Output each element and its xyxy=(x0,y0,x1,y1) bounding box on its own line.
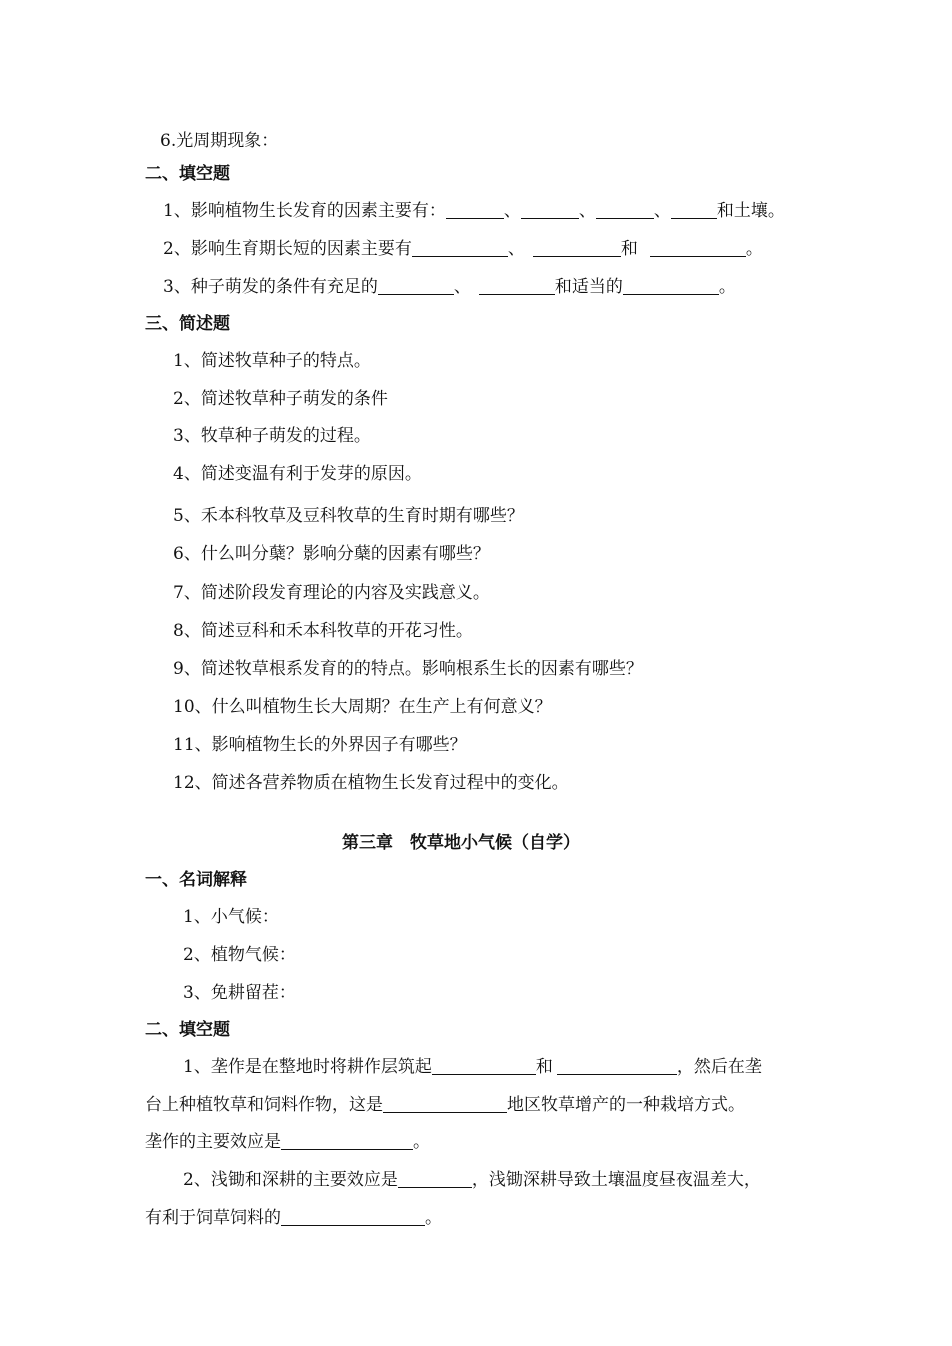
blank-line[interactable] xyxy=(281,1208,425,1226)
section-heading-terms: 一、名词解释 xyxy=(145,870,247,890)
question-text: 2、影响生育期长短的因素主要有 xyxy=(163,239,412,259)
short-question-2: 2、简述牧草种子萌发的条件 xyxy=(173,389,388,409)
blank-line[interactable] xyxy=(671,201,717,219)
short-question-3: 3、牧草种子萌发的过程。 xyxy=(173,426,371,446)
section-heading-short: 三、简述题 xyxy=(145,314,230,334)
blank-line[interactable] xyxy=(557,1057,677,1075)
blank-line[interactable] xyxy=(521,201,579,219)
term-item-6: 6.光周期现象： xyxy=(160,131,279,151)
blank-line[interactable] xyxy=(533,239,621,257)
blank-line[interactable] xyxy=(596,201,654,219)
short-question-9: 9、简述牧草根系发育的的特点。影响根系生长的因素有哪些？ xyxy=(173,659,643,679)
short-question-11: 11、影响植物生长的外界因子有哪些？ xyxy=(173,735,467,755)
blank-line[interactable] xyxy=(650,239,746,257)
section-heading-fill: 二、填空题 xyxy=(145,164,230,184)
paragraph-1-line-3: 垄作的主要效应是 。 xyxy=(145,1132,430,1152)
fill-question-3: 3、种子萌发的条件有充足的 、 和适当的 。 xyxy=(163,277,736,297)
short-question-10: 10、什么叫植物生长大周期？在生产上有何意义？ xyxy=(173,697,552,717)
short-question-7: 7、简述阶段发育理论的内容及实践意义。 xyxy=(173,583,490,603)
short-question-8: 8、简述豆科和禾本科牧草的开花习性。 xyxy=(173,621,473,641)
question-text: 1、影响植物生长发育的因素主要有： xyxy=(163,201,446,221)
blank-line[interactable] xyxy=(398,1170,472,1188)
term-item-2: 2、植物气候： xyxy=(183,945,296,965)
short-question-1: 1、简述牧草种子的特点。 xyxy=(173,351,371,371)
short-question-12: 12、简述各营养物质在植物生长发育过程中的变化。 xyxy=(173,773,569,793)
short-question-5: 5、禾本科牧草及豆科牧草的生育时期有哪些？ xyxy=(173,506,524,526)
paragraph-1-line-1: 1、垄作是在整地时将耕作层筑起 和 ，然后在垄 xyxy=(183,1057,762,1077)
blank-line[interactable] xyxy=(412,239,508,257)
paragraph-1-line-2: 台上种植牧草和饲料作物，这是 地区牧草增产的一种栽培方式。 xyxy=(145,1095,745,1115)
blank-line[interactable] xyxy=(432,1057,536,1075)
short-question-6: 6、什么叫分蘖？影响分蘖的因素有哪些？ xyxy=(173,544,490,564)
fill-question-2: 2、影响生育期长短的因素主要有 、 和 。 xyxy=(163,239,763,259)
blank-line[interactable] xyxy=(623,277,719,295)
term-item-1: 1、小气候： xyxy=(183,907,279,927)
paragraph-2-line-1: 2、浅锄和深耕的主要效应是 ，浅锄深耕导致土壤温度昼夜温差大， xyxy=(183,1170,761,1190)
blank-line[interactable] xyxy=(446,201,504,219)
blank-line[interactable] xyxy=(378,277,454,295)
section-heading-fill-2: 二、填空题 xyxy=(145,1020,230,1040)
paragraph-2-line-2: 有利于饲草饲料的 。 xyxy=(145,1208,442,1228)
blank-line[interactable] xyxy=(281,1132,413,1150)
question-text: 3、种子萌发的条件有充足的 xyxy=(163,277,378,297)
short-question-4: 4、简述变温有利于发芽的原因。 xyxy=(173,464,422,484)
chapter-title: 第三章 牧草地小气候（自学） xyxy=(342,833,580,853)
blank-line[interactable] xyxy=(479,277,555,295)
blank-line[interactable] xyxy=(383,1095,507,1113)
fill-question-1: 1、影响植物生长发育的因素主要有： 、 、 、 和土壤。 xyxy=(163,201,785,221)
term-item-3: 3、免耕留茬： xyxy=(183,983,296,1003)
